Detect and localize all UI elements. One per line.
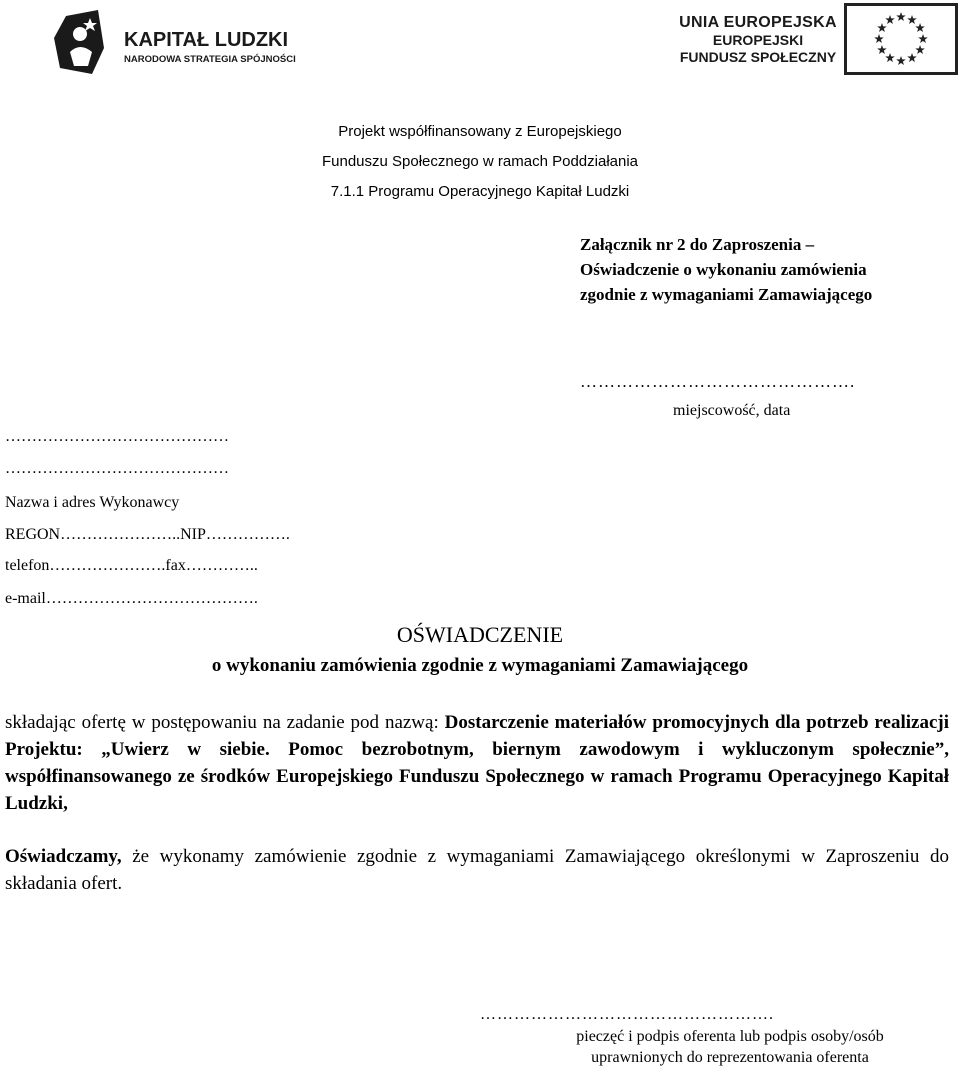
phone-fax-field[interactable]: telefon………………….fax………….. <box>5 557 258 574</box>
eu-logo-line3: FUNDUSZ SPOŁECZNY <box>679 49 837 65</box>
page-subtitle: o wykonaniu zamówienia zgodnie z wymaganiami Zamawiającego <box>211 655 749 676</box>
eu-flag <box>844 3 958 75</box>
eu-star-icon <box>896 56 906 65</box>
project-line-1: Projekt współfinansowany z Europejskiego <box>338 123 622 140</box>
offer-paragraph <box>5 709 949 817</box>
eu-star-icon <box>918 34 928 43</box>
regon-nip-field[interactable]: REGON…………………..NIP……………. <box>5 526 290 543</box>
eu-logo-line2: EUROPEJSKI <box>712 32 804 48</box>
eu-star-icon <box>915 23 925 32</box>
eu-star-icon <box>907 15 917 24</box>
eu-star-icon <box>896 12 906 21</box>
attachment-line-1: Załącznik nr 2 do Zaproszenia – <box>580 235 815 254</box>
kapital-ludzki-logo <box>52 8 312 76</box>
eu-star-icon <box>874 34 884 43</box>
offer-paragraph-intro: składając ofertę w postępowaniu na zadanie pod nazwą: <box>5 712 445 733</box>
attachment-line-2: Oświadczenie o wykonaniu zamówienia <box>580 260 867 279</box>
eu-star-icon <box>907 53 917 62</box>
place-date-label: miejscowość, data <box>673 402 791 419</box>
signature-label-1: pieczęć i podpis oferenta lub podpis osoby/osób <box>576 1028 884 1045</box>
email-field[interactable]: e-mail…………………………………. <box>5 590 258 607</box>
kapital-ludzki-emblem-icon <box>52 8 312 76</box>
eu-star-icon <box>885 53 895 62</box>
declaration-rest: że wykonamy zamówienie zgodnie z wymaganiami Zamawiającego określonymi w Zaproszeniu do składania ofert. <box>5 846 949 894</box>
place-date-field[interactable]: ………………………………………. <box>580 372 856 391</box>
eu-star-icon <box>885 15 895 24</box>
eu-star-icon <box>877 45 887 54</box>
signature-field[interactable]: ……………………………………………. <box>480 1006 774 1023</box>
kapital-ludzki-subtitle: NARODOWA STRATEGIA SPÓJNOŚCI <box>124 54 296 65</box>
project-line-2: Funduszu Społecznego w ramach Poddziałania <box>321 153 639 170</box>
eu-star-icon <box>915 45 925 54</box>
page-title: OŚWIADCZENIE <box>396 622 564 647</box>
offer-paragraph-project-name: Dostarczenie materiałów promocyjnych dla potrzeb realizacji Projektu: „Uwierz w siebie. Pomoc bezrobotnym, biernym zawodowym i wykluczonym społecznie”, współfinansowanego ze środków Europejskiego Funduszu Społecznego w ramach Programu Operacyjnego Kapitał Ludzki, <box>5 712 949 814</box>
attachment-line-3: zgodnie z wymaganiami Zamawiającego <box>580 285 873 304</box>
declaration-paragraph <box>5 843 949 897</box>
eu-logo-line1: UNIA EUROPEJSKA <box>679 14 837 31</box>
eu-star-icon <box>877 23 887 32</box>
contractor-name-label: Nazwa i adres Wykonawcy <box>5 494 180 511</box>
signature-label-2: uprawnionych do reprezentowania oferenta <box>591 1049 869 1066</box>
declaration-bold: Oświadczamy, <box>5 846 122 867</box>
contractor-name-field-1[interactable]: …………………………………… <box>5 428 229 445</box>
kapital-ludzki-title: KAPITAŁ LUDZKI <box>124 29 289 51</box>
eu-fund-logo <box>678 14 838 66</box>
eu-stars-flag-icon <box>847 6 955 72</box>
project-line-3: 7.1.1 Programu Operacyjnego Kapitał Ludzki <box>330 183 630 200</box>
contractor-name-field-2[interactable]: …………………………………… <box>5 460 229 477</box>
